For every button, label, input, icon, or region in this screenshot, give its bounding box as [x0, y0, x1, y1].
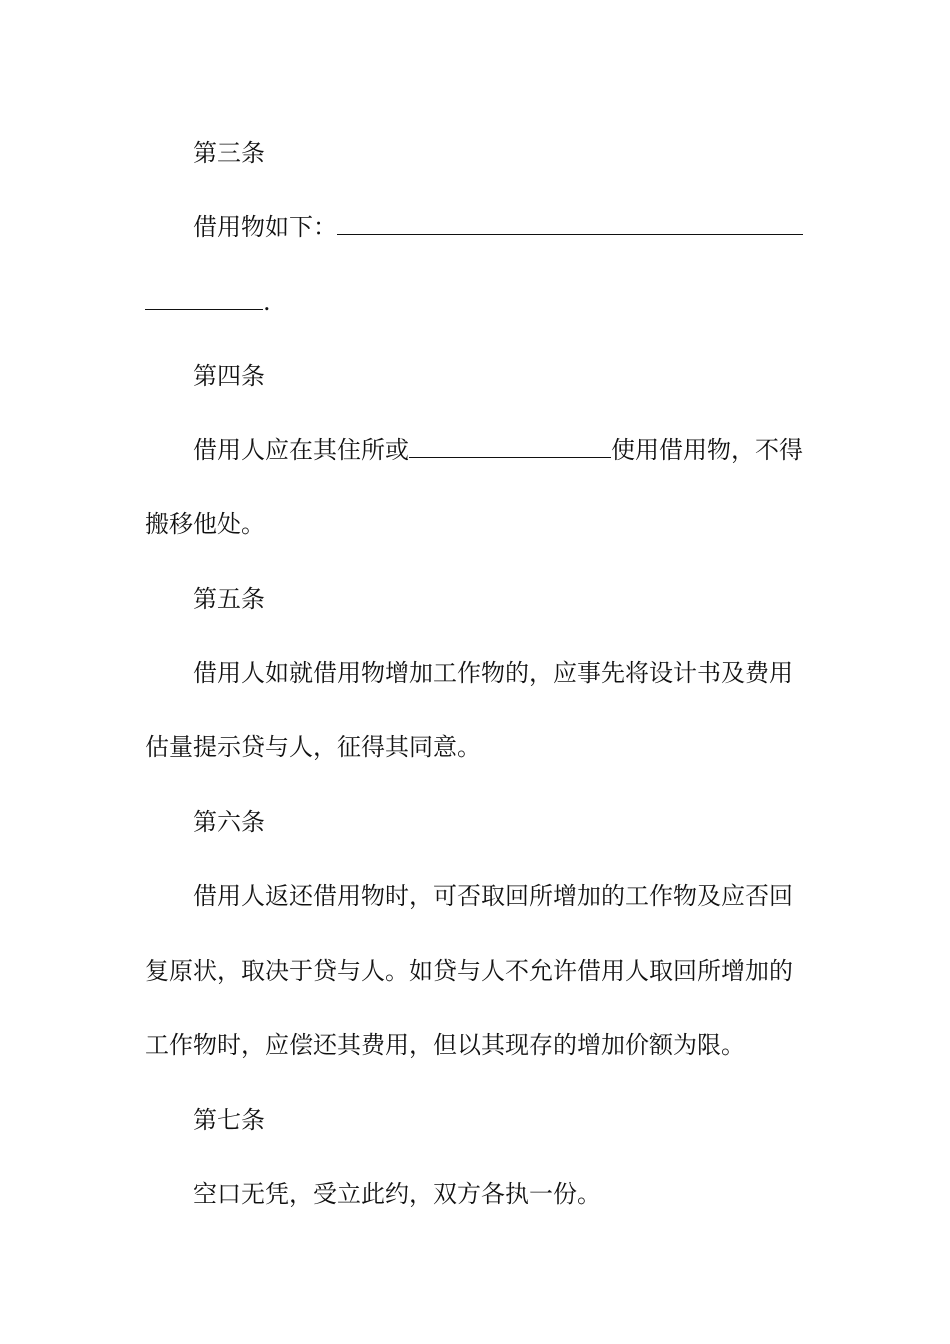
- article-3-label: 借用物如下：: [193, 213, 337, 241]
- article-3-text: [193, 212, 803, 242]
- fill-blank-location: [409, 435, 611, 458]
- article-7-line-1: 空口无凭，受立此约，双方各执一份。: [193, 1180, 601, 1208]
- article-6-line-1: 借用人返还借用物时，可否取回所增加的工作物及应否回: [193, 882, 793, 910]
- fill-blank-borrowed-items-cont: [145, 287, 263, 310]
- article-3-continuation: [145, 287, 271, 317]
- article-4-text-before: 借用人应在其住所或: [193, 436, 409, 464]
- article-6-heading: 第六条: [193, 808, 265, 836]
- article-5-line-1: 借用人如就借用物增加工作物的，应事先将设计书及费用: [193, 659, 793, 687]
- article-3-heading: 第三条: [193, 139, 265, 167]
- article-6-line-3: 工作物时，应偿还其费用，但以其现存的增加价额为限。: [145, 1031, 745, 1059]
- article-4-text-after: 使用借用物，不得: [611, 436, 803, 464]
- period: .: [263, 288, 271, 316]
- article-7-heading: 第七条: [193, 1106, 265, 1134]
- article-6-line-2: 复原状，取决于贷与人。如贷与人不允许借用人取回所增加的: [145, 957, 793, 985]
- article-5-line-2: 估量提示贷与人，征得其同意。: [145, 733, 481, 761]
- fill-blank-borrowed-items: [337, 212, 803, 235]
- article-4-heading: 第四条: [193, 362, 265, 390]
- article-4-line-2: 搬移他处。: [145, 510, 265, 538]
- article-5-heading: 第五条: [193, 585, 265, 613]
- article-4-line-1: [193, 435, 803, 465]
